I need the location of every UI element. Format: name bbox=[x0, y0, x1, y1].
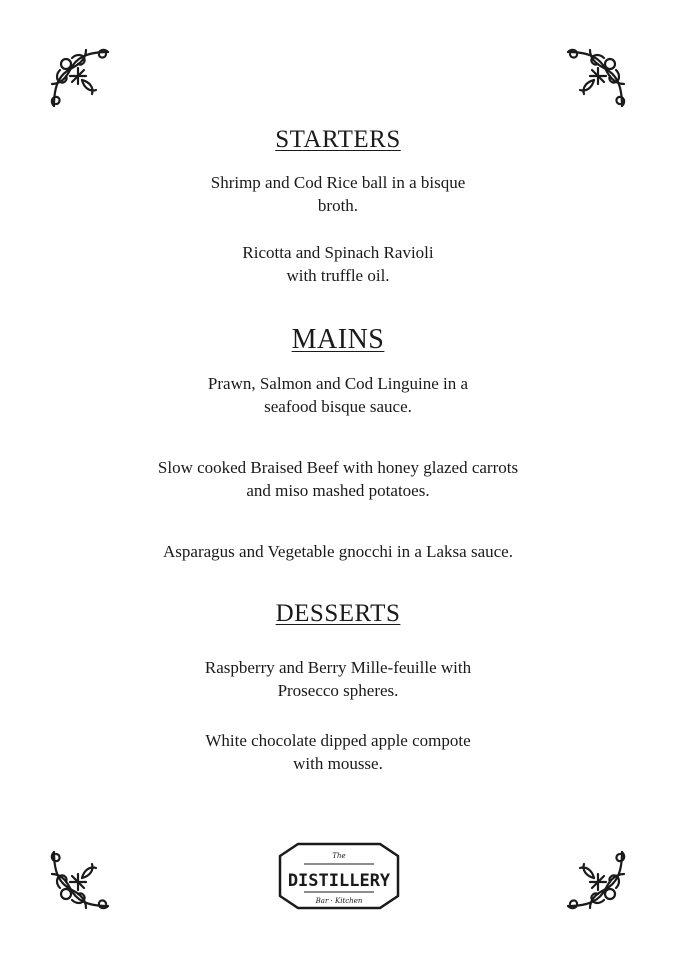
logo-name-text: DISTILLERY bbox=[287, 871, 391, 891]
flourish-ornament-icon bbox=[46, 44, 118, 116]
menu-item-line: Shrimp and Cod Rice ball in a bisque bbox=[210, 173, 466, 192]
mains-heading: MAINS bbox=[291, 324, 385, 355]
menu-item-line: with mousse. bbox=[293, 754, 383, 773]
menu-item-line: Prawn, Salmon and Cod Linguine in a bbox=[207, 374, 469, 393]
menu-item bbox=[100, 456, 576, 502]
menu-item bbox=[120, 729, 556, 775]
menu-item-line: White chocolate dipped apple compote bbox=[205, 731, 471, 750]
menu-item-line: Prosecco spheres. bbox=[277, 681, 399, 700]
menu-item-line: seafood bisque sauce. bbox=[264, 397, 412, 416]
menu-item-line: Slow cooked Braised Beef with honey glazed carrots bbox=[157, 458, 519, 477]
menu-item-line: broth. bbox=[317, 196, 359, 215]
starters-heading: STARTERS bbox=[275, 126, 401, 153]
menu-item-line: Ricotta and Spinach Ravioli bbox=[242, 243, 434, 262]
menu-item-line: with truffle oil. bbox=[286, 266, 390, 285]
menu-item bbox=[120, 372, 556, 418]
logo-the-text: The bbox=[332, 852, 346, 860]
menu-item-line: Raspberry and Berry Mille-feuille with bbox=[204, 658, 472, 677]
menu-item-line: Asparagus and Vegetable gnocchi in a Laksa sauce. bbox=[163, 542, 513, 561]
menu-item bbox=[100, 540, 576, 563]
distillery-logo bbox=[274, 840, 404, 912]
flourish-ornament-icon bbox=[558, 44, 630, 116]
menu-item bbox=[120, 656, 556, 702]
desserts-heading: DESSERTS bbox=[275, 600, 401, 627]
menu-item bbox=[120, 171, 556, 217]
flourish-ornament-icon bbox=[46, 842, 118, 914]
menu-item-line: and miso mashed potatoes. bbox=[246, 481, 430, 500]
menu-item bbox=[120, 241, 556, 287]
logo-tagline-text: Bar · Kitchen bbox=[315, 897, 363, 905]
flourish-ornament-icon bbox=[558, 842, 630, 914]
